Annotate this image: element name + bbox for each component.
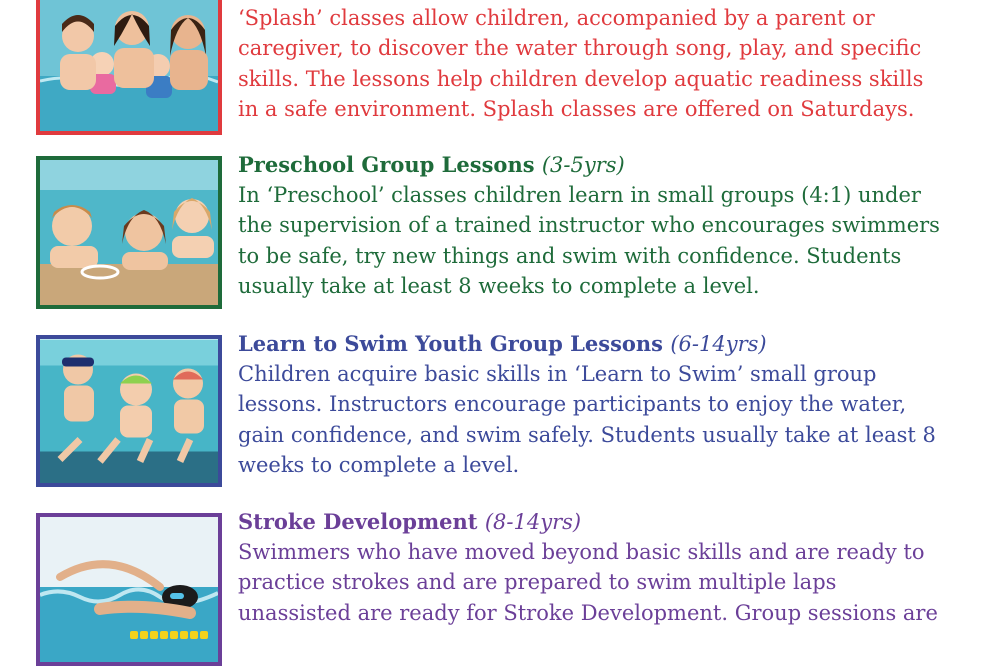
youth-photo (36, 335, 222, 487)
splash-line: ‘Splash’ classes allow children, accompanied by a parent or (238, 6, 875, 30)
youth-heading (238, 329, 938, 359)
parents-babies-image (40, 0, 218, 131)
preschool-line: to be safe, try new things and swim with confidence. Students (238, 243, 902, 268)
youth-children-image (40, 339, 218, 484)
splash-description (238, 3, 938, 124)
youth-line: weeks to complete a level. (238, 452, 520, 477)
youth-age: (6-14yrs) (670, 332, 767, 356)
youth-line: gain confidence, and swim safely. Students usually take at least 8 (238, 422, 936, 447)
swimmer-image (40, 517, 218, 662)
preschool-line: usually take at least 8 weeks to complete a level. (238, 273, 760, 298)
youth-line: Children acquire basic skills in ‘Learn to Swim’ small group (238, 362, 877, 386)
preschool-heading (238, 150, 938, 180)
preschool-title: Preschool Group Lessons (238, 152, 535, 177)
stroke-heading (238, 507, 938, 537)
stroke-line: practice strokes and are prepared to swim multiple laps (238, 570, 837, 595)
stroke-line: unassisted are ready for Stroke Development. Group sessions are (238, 600, 938, 625)
stroke-photo (36, 513, 222, 666)
splash-line: caregiver, to discover the water through song, play, and specific (238, 36, 922, 61)
youth-line: lessons. Instructors encourage participants to enjoy the water, (238, 392, 907, 417)
preschool-age: (3-5yrs) (541, 153, 625, 177)
youth-title: Learn to Swim Youth Group Lessons (238, 331, 664, 356)
splash-line: in a safe environment. Splash classes are offered on Saturdays. (238, 96, 915, 121)
preschool-children-image (40, 160, 218, 305)
preschool-photo (36, 156, 222, 309)
preschool-line: In ‘Preschool’ classes children learn in small groups (4:1) under (238, 183, 921, 207)
stroke-line: Swimmers who have moved beyond basic skills and are ready to (238, 540, 925, 564)
stroke-age: (8-14yrs) (484, 510, 582, 534)
stroke-title: Stroke Development (238, 509, 478, 534)
youth-text (238, 329, 938, 480)
splash-line: skills. The lessons help children develop aquatic readiness skills (238, 66, 924, 91)
stroke-text (238, 507, 938, 628)
preschool-line: the supervision of a trained instructor who encourages swimmers (238, 213, 940, 238)
splash-photo (36, 0, 222, 135)
preschool-text (238, 150, 938, 301)
